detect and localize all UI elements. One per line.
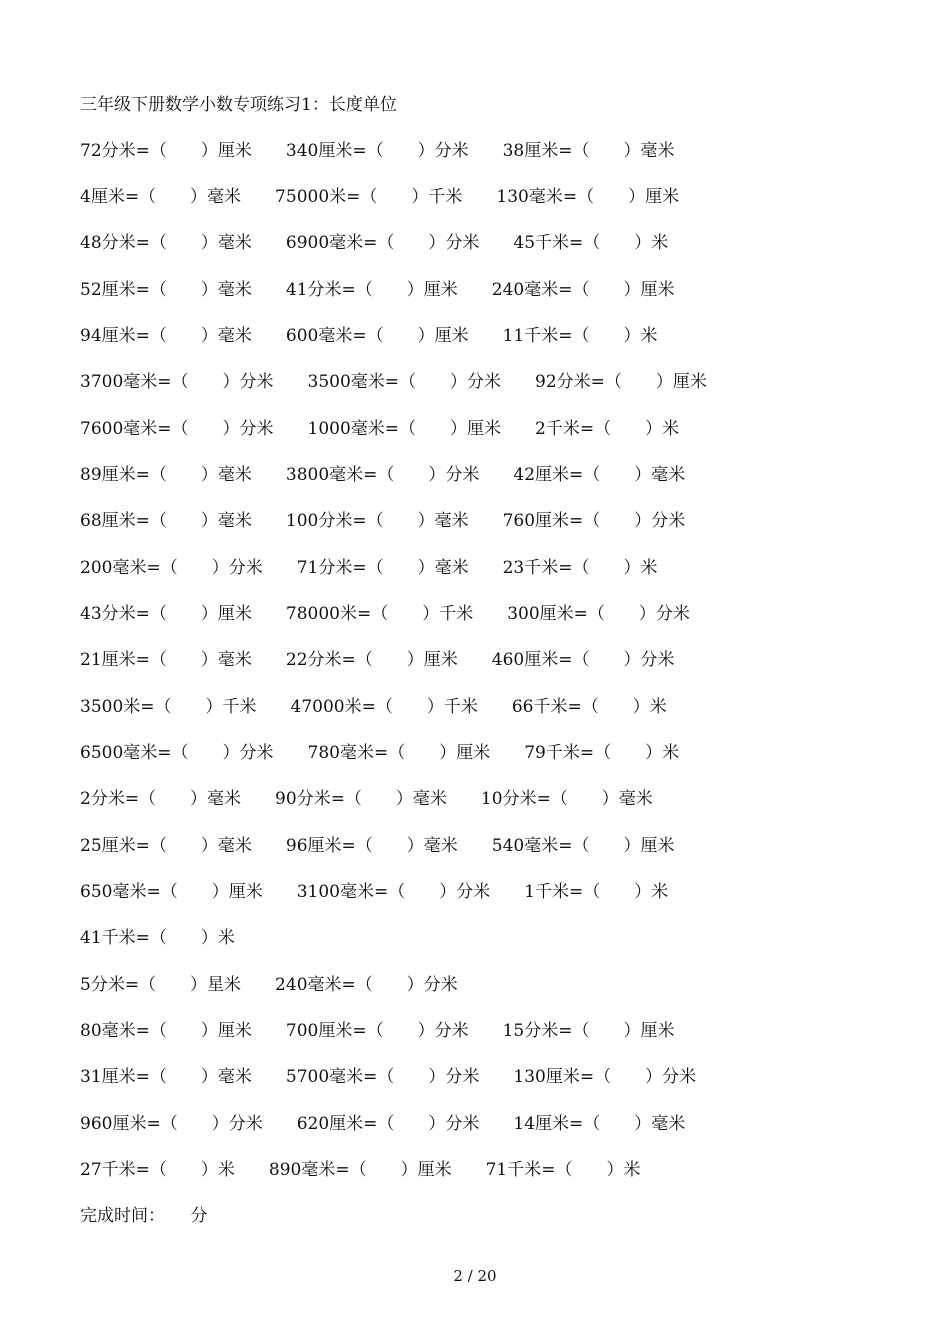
page-title: 三年级下册数学小数专项练习1：长度单位 [80,95,397,115]
exercise-line: 27千米=（ ）米 890毫米=（ ）厘米 71千米=（ ）米 [80,1160,641,1180]
exercise-line: 21厘米=（ ）毫米 22分米=（ ）厘米 460厘米=（ ）分米 [80,650,675,670]
exercise-line: 3500米=（ ）千米 47000米=（ ）千米 66千米=（ ）米 [80,697,667,717]
exercise-line: 7600毫米=（ ）分米 1000毫米=（ ）厘米 2千米=（ ）米 [80,419,680,439]
exercise-line: 25厘米=（ ）毫米 96厘米=（ ）毫米 540毫米=（ ）厘米 [80,836,675,856]
page-number: 2 / 20 [453,1267,497,1285]
exercise-line: 89厘米=（ ）毫米 3800毫米=（ ）分米 42厘米=（ ）毫米 [80,465,686,485]
exercise-line: 200毫米=（ ）分米 71分米=（ ）毫米 23千米=（ ）米 [80,558,658,578]
exercise-line: 650毫米=（ ）厘米 3100毫米=（ ）分米 1千米=（ ）米 [80,882,669,902]
completion-time: 完成时间： 分 [80,1206,208,1226]
exercise-line: 5分米=（ ）星米 240毫米=（ ）分米 [80,975,458,995]
exercise-line: 960厘米=（ ）分米 620厘米=（ ）分米 14厘米=（ ）毫米 [80,1114,686,1134]
exercise-line: 48分米=（ ）毫米 6900毫米=（ ）分米 45千米=（ ）米 [80,233,669,253]
exercise-line: 80毫米=（ ）厘米 700厘米=（ ）分米 15分米=（ ）厘米 [80,1021,675,1041]
exercise-line: 6500毫米=（ ）分米 780毫米=（ ）厘米 79千米=（ ）米 [80,743,680,763]
exercise-line: 4厘米=（ ）毫米 75000米=（ ）千米 130毫米=（ ）厘米 [80,187,680,207]
exercise-line: 41千米=（ ）米 [80,928,235,948]
exercise-line: 43分米=（ ）厘米 78000米=（ ）千米 300厘米=（ ）分米 [80,604,690,624]
exercise-line: 2分米=（ ）毫米 90分米=（ ）毫米 10分米=（ ）毫米 [80,789,653,809]
exercise-line: 72分米=（ ）厘米 340厘米=（ ）分米 38厘米=（ ）毫米 [80,141,675,161]
exercise-line: 94厘米=（ ）毫米 600毫米=（ ）厘米 11千米=（ ）米 [80,326,658,346]
exercise-line: 3700毫米=（ ）分米 3500毫米=（ ）分米 92分米=（ ）厘米 [80,372,707,392]
exercise-line: 52厘米=（ ）毫米 41分米=（ ）厘米 240毫米=（ ）厘米 [80,280,675,300]
exercise-line: 68厘米=（ ）毫米 100分米=（ ）毫米 760厘米=（ ）分米 [80,511,686,531]
exercise-line: 31厘米=（ ）毫米 5700毫米=（ ）分米 130厘米=（ ）分米 [80,1067,697,1087]
